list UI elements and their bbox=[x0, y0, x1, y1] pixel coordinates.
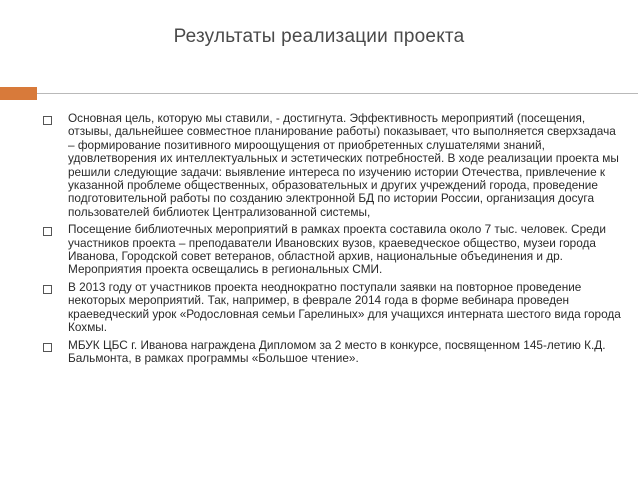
square-bullet-icon bbox=[43, 285, 52, 294]
accent-bar bbox=[0, 87, 37, 100]
list-item bbox=[43, 339, 623, 366]
bullet-text: МБУК ЦБС г. Иванова награждена Дипломом за 2 место в конкурсе, посвященном 145-летию К.Д. Бальмонта, в рамках программы «Большое чтение». bbox=[68, 337, 606, 365]
bullet-text: Посещение библиотечных мероприятий в рамках проекта составила около 7 тыс. человек. Среди участников проекта – преподаватели Ивановских вузов, краеведческое общество, музеи города Иванова, Городской совет ветеранов, областной архив, национальные объединения и др. Мероприятия проекта освещались в региональных СМИ. bbox=[68, 222, 606, 277]
square-bullet-icon bbox=[43, 116, 52, 125]
square-bullet-icon bbox=[43, 227, 52, 236]
list-item bbox=[43, 223, 623, 277]
bullet-text: В 2013 году от участников проекта неоднократно поступали заявки на повторное проведение некоторых мероприятий. Так, например, в феврале 2014 года в форме вебинара проведен краеведческий урок «Родословная семьи Гарелиных» для учащихся интерната шестого вида города Кохмы. bbox=[68, 279, 621, 335]
list-item bbox=[43, 281, 623, 335]
bullet-text: Основная цель, которую мы ставили, - достигнута. Эффективность мероприятий (посещения, отзывы, дальнейшее совместное планирование работы) показывает, что выполняется сверхзадача – формирование позитивного мироощущения от приобретенных слушателями знаний, удовлетворения их интеллектуальных и эстетических потребностей. В ходе реализации проекта мы решили следующие задачи: выявление интереса по изучению истории Отечества, привлечение к указанной проблеме общественных, образовательных и других учреждений города, проведение подготовительной работы по созданию электронной БД по истории России, организация досуга пользователей библиотек Централизованной системы, bbox=[68, 111, 619, 219]
slide-title: Результаты реализации проекта bbox=[173, 26, 465, 47]
bullet-list bbox=[43, 112, 623, 369]
square-bullet-icon bbox=[43, 343, 52, 352]
divider-line bbox=[37, 93, 638, 94]
list-item bbox=[43, 112, 623, 219]
